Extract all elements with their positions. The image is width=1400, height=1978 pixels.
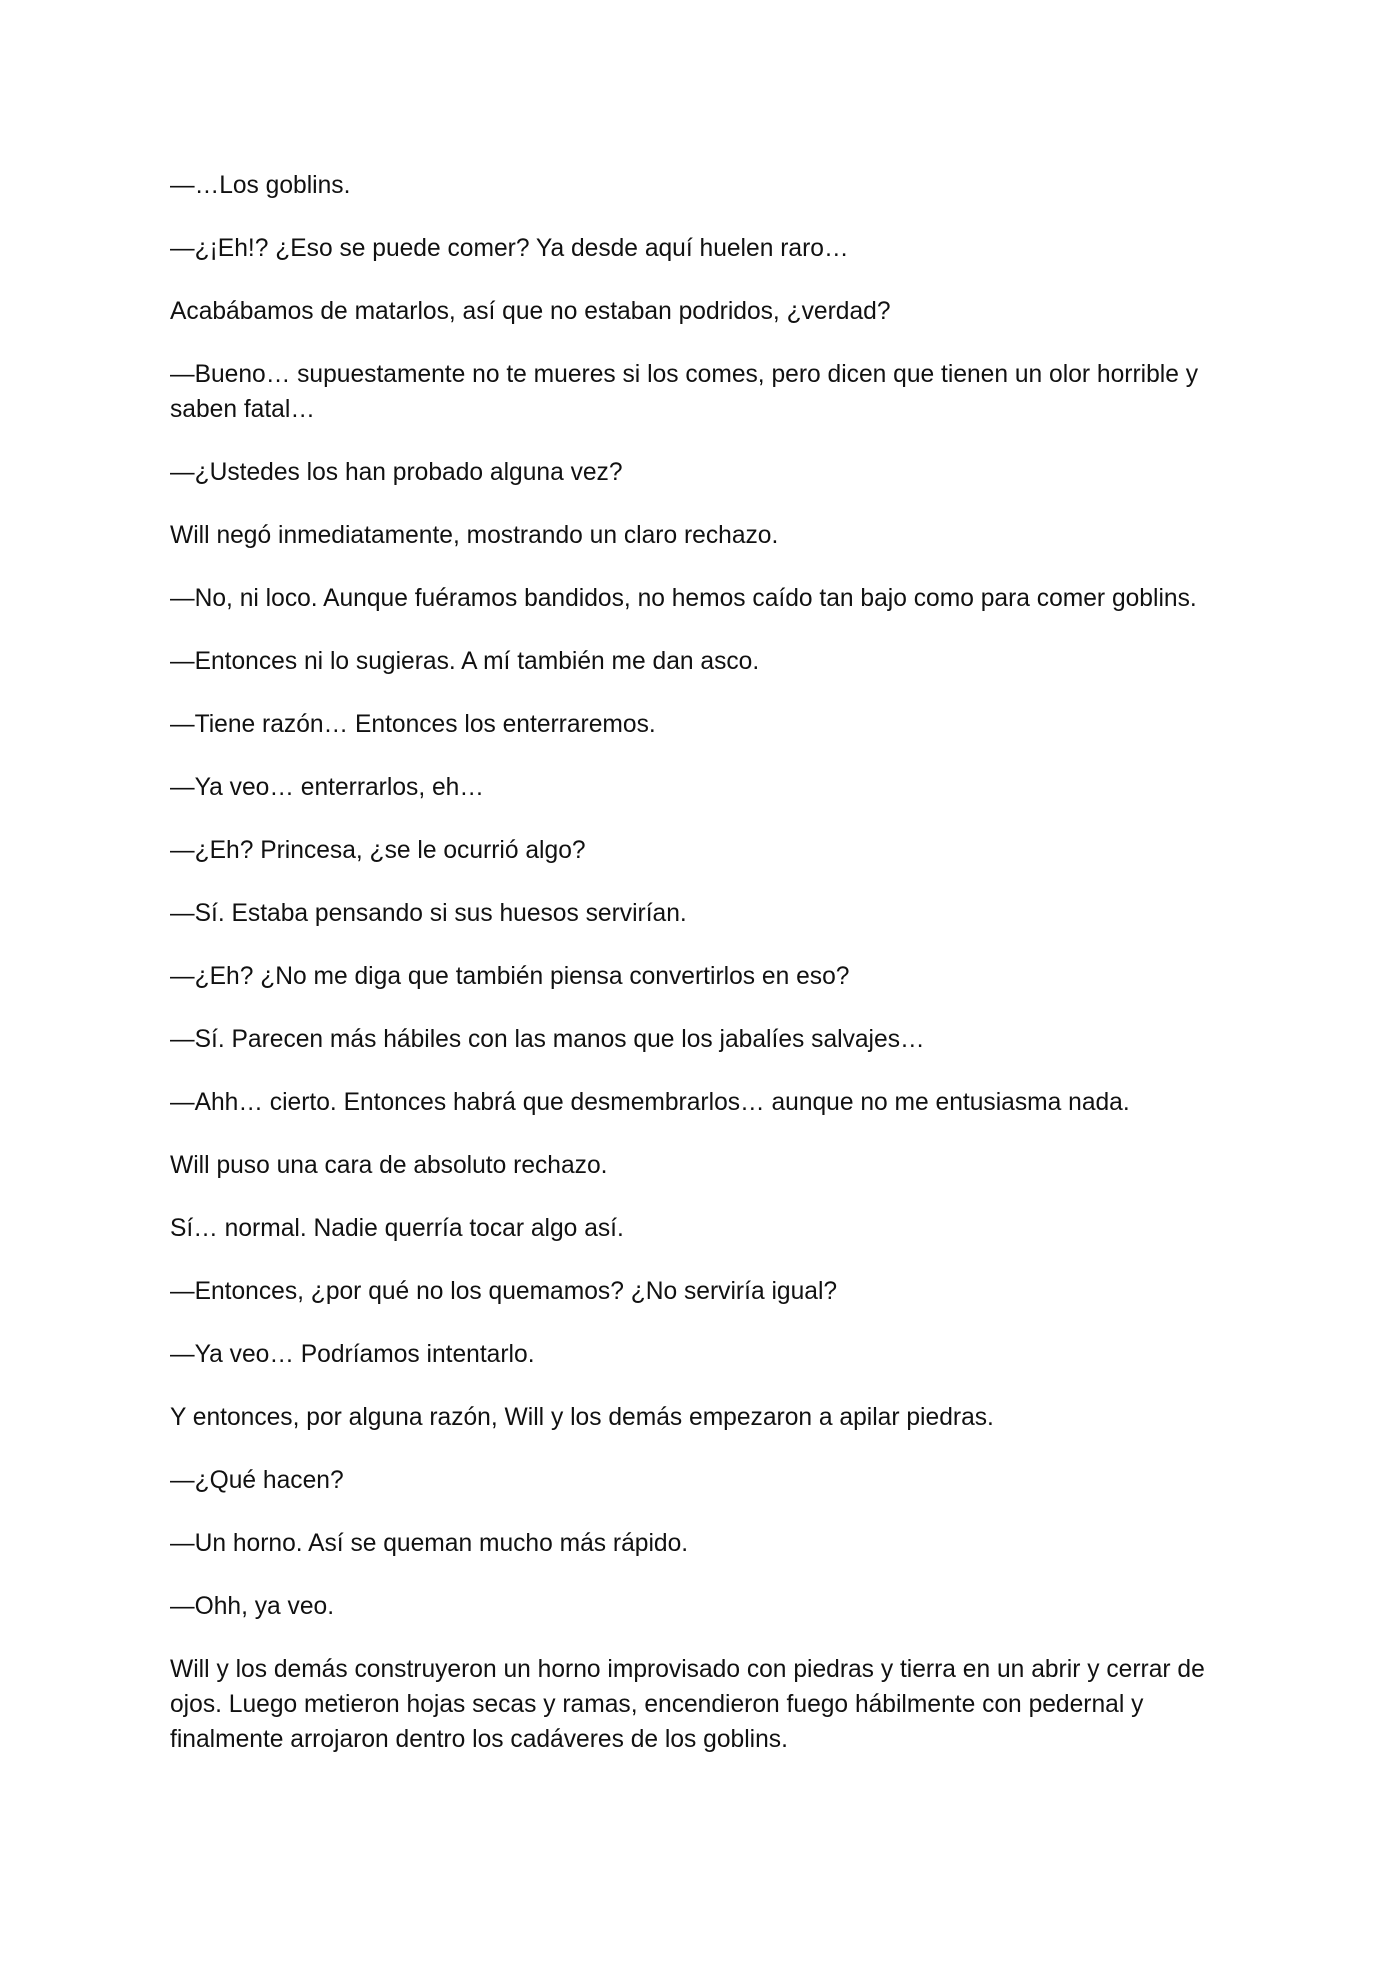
paragraph: —¿Ustedes los han probado alguna vez? xyxy=(170,459,623,486)
paragraph: —Ya veo… Podríamos intentarlo. xyxy=(170,1341,535,1368)
paragraph: —Ohh, ya veo. xyxy=(170,1593,335,1620)
paragraph: —¿Qué hacen? xyxy=(170,1467,344,1494)
paragraph: Sí… normal. Nadie querría tocar algo así. xyxy=(170,1215,624,1242)
paragraph: —Entonces, ¿por qué no los quemamos? ¿No serviría igual? xyxy=(170,1278,838,1305)
paragraph: —…Los goblins. xyxy=(170,172,351,199)
paragraph: Will puso una cara de absoluto rechazo. xyxy=(170,1152,608,1179)
paragraph: Will negó inmediatamente, mostrando un claro rechazo. xyxy=(170,522,779,549)
paragraph: —¿¡Eh!? ¿Eso se puede comer? Ya desde aquí huelen raro… xyxy=(170,235,849,262)
paragraph: —Entonces ni lo sugieras. A mí también me dan asco. xyxy=(170,648,760,675)
paragraph: —Ya veo… enterrarlos, eh… xyxy=(170,774,484,801)
paragraph: —¿Eh? Princesa, ¿se le ocurrió algo? xyxy=(170,837,586,864)
paragraph: —Sí. Parecen más hábiles con las manos que los jabalíes salvajes… xyxy=(170,1026,925,1053)
paragraph: —Ahh… cierto. Entonces habrá que desmembrarlos… aunque no me entusiasma nada. xyxy=(170,1089,1130,1116)
paragraph: Acabábamos de matarlos, así que no estaban podridos, ¿verdad? xyxy=(170,298,891,325)
paragraph: —Un horno. Así se queman mucho más rápido. xyxy=(170,1530,689,1557)
paragraph: —¿Eh? ¿No me diga que también piensa convertirlos en eso? xyxy=(170,963,850,990)
paragraph: —No, ni loco. Aunque fuéramos bandidos, no hemos caído tan bajo como para comer goblins. xyxy=(170,585,1197,612)
paragraph: —Sí. Estaba pensando si sus huesos servirían. xyxy=(170,900,687,927)
paragraph: Y entonces, por alguna razón, Will y los demás empezaron a apilar piedras. xyxy=(170,1404,994,1431)
paragraph: Will y los demás construyeron un horno improvisado con piedras y tierra en un abrir y cerrar de ojos. Luego metieron hojas secas y ramas, encendieron fuego hábilmente con pedernal y finalmente arrojaron dentro los cadáveres de los goblins. xyxy=(170,1656,1205,1753)
document-body xyxy=(170,168,1250,1785)
paragraph: —Tiene razón… Entonces los enterraremos. xyxy=(170,711,656,738)
paragraph: —Bueno… supuestamente no te mueres si los comes, pero dicen que tienen un olor horrible y saben fatal… xyxy=(170,361,1199,423)
